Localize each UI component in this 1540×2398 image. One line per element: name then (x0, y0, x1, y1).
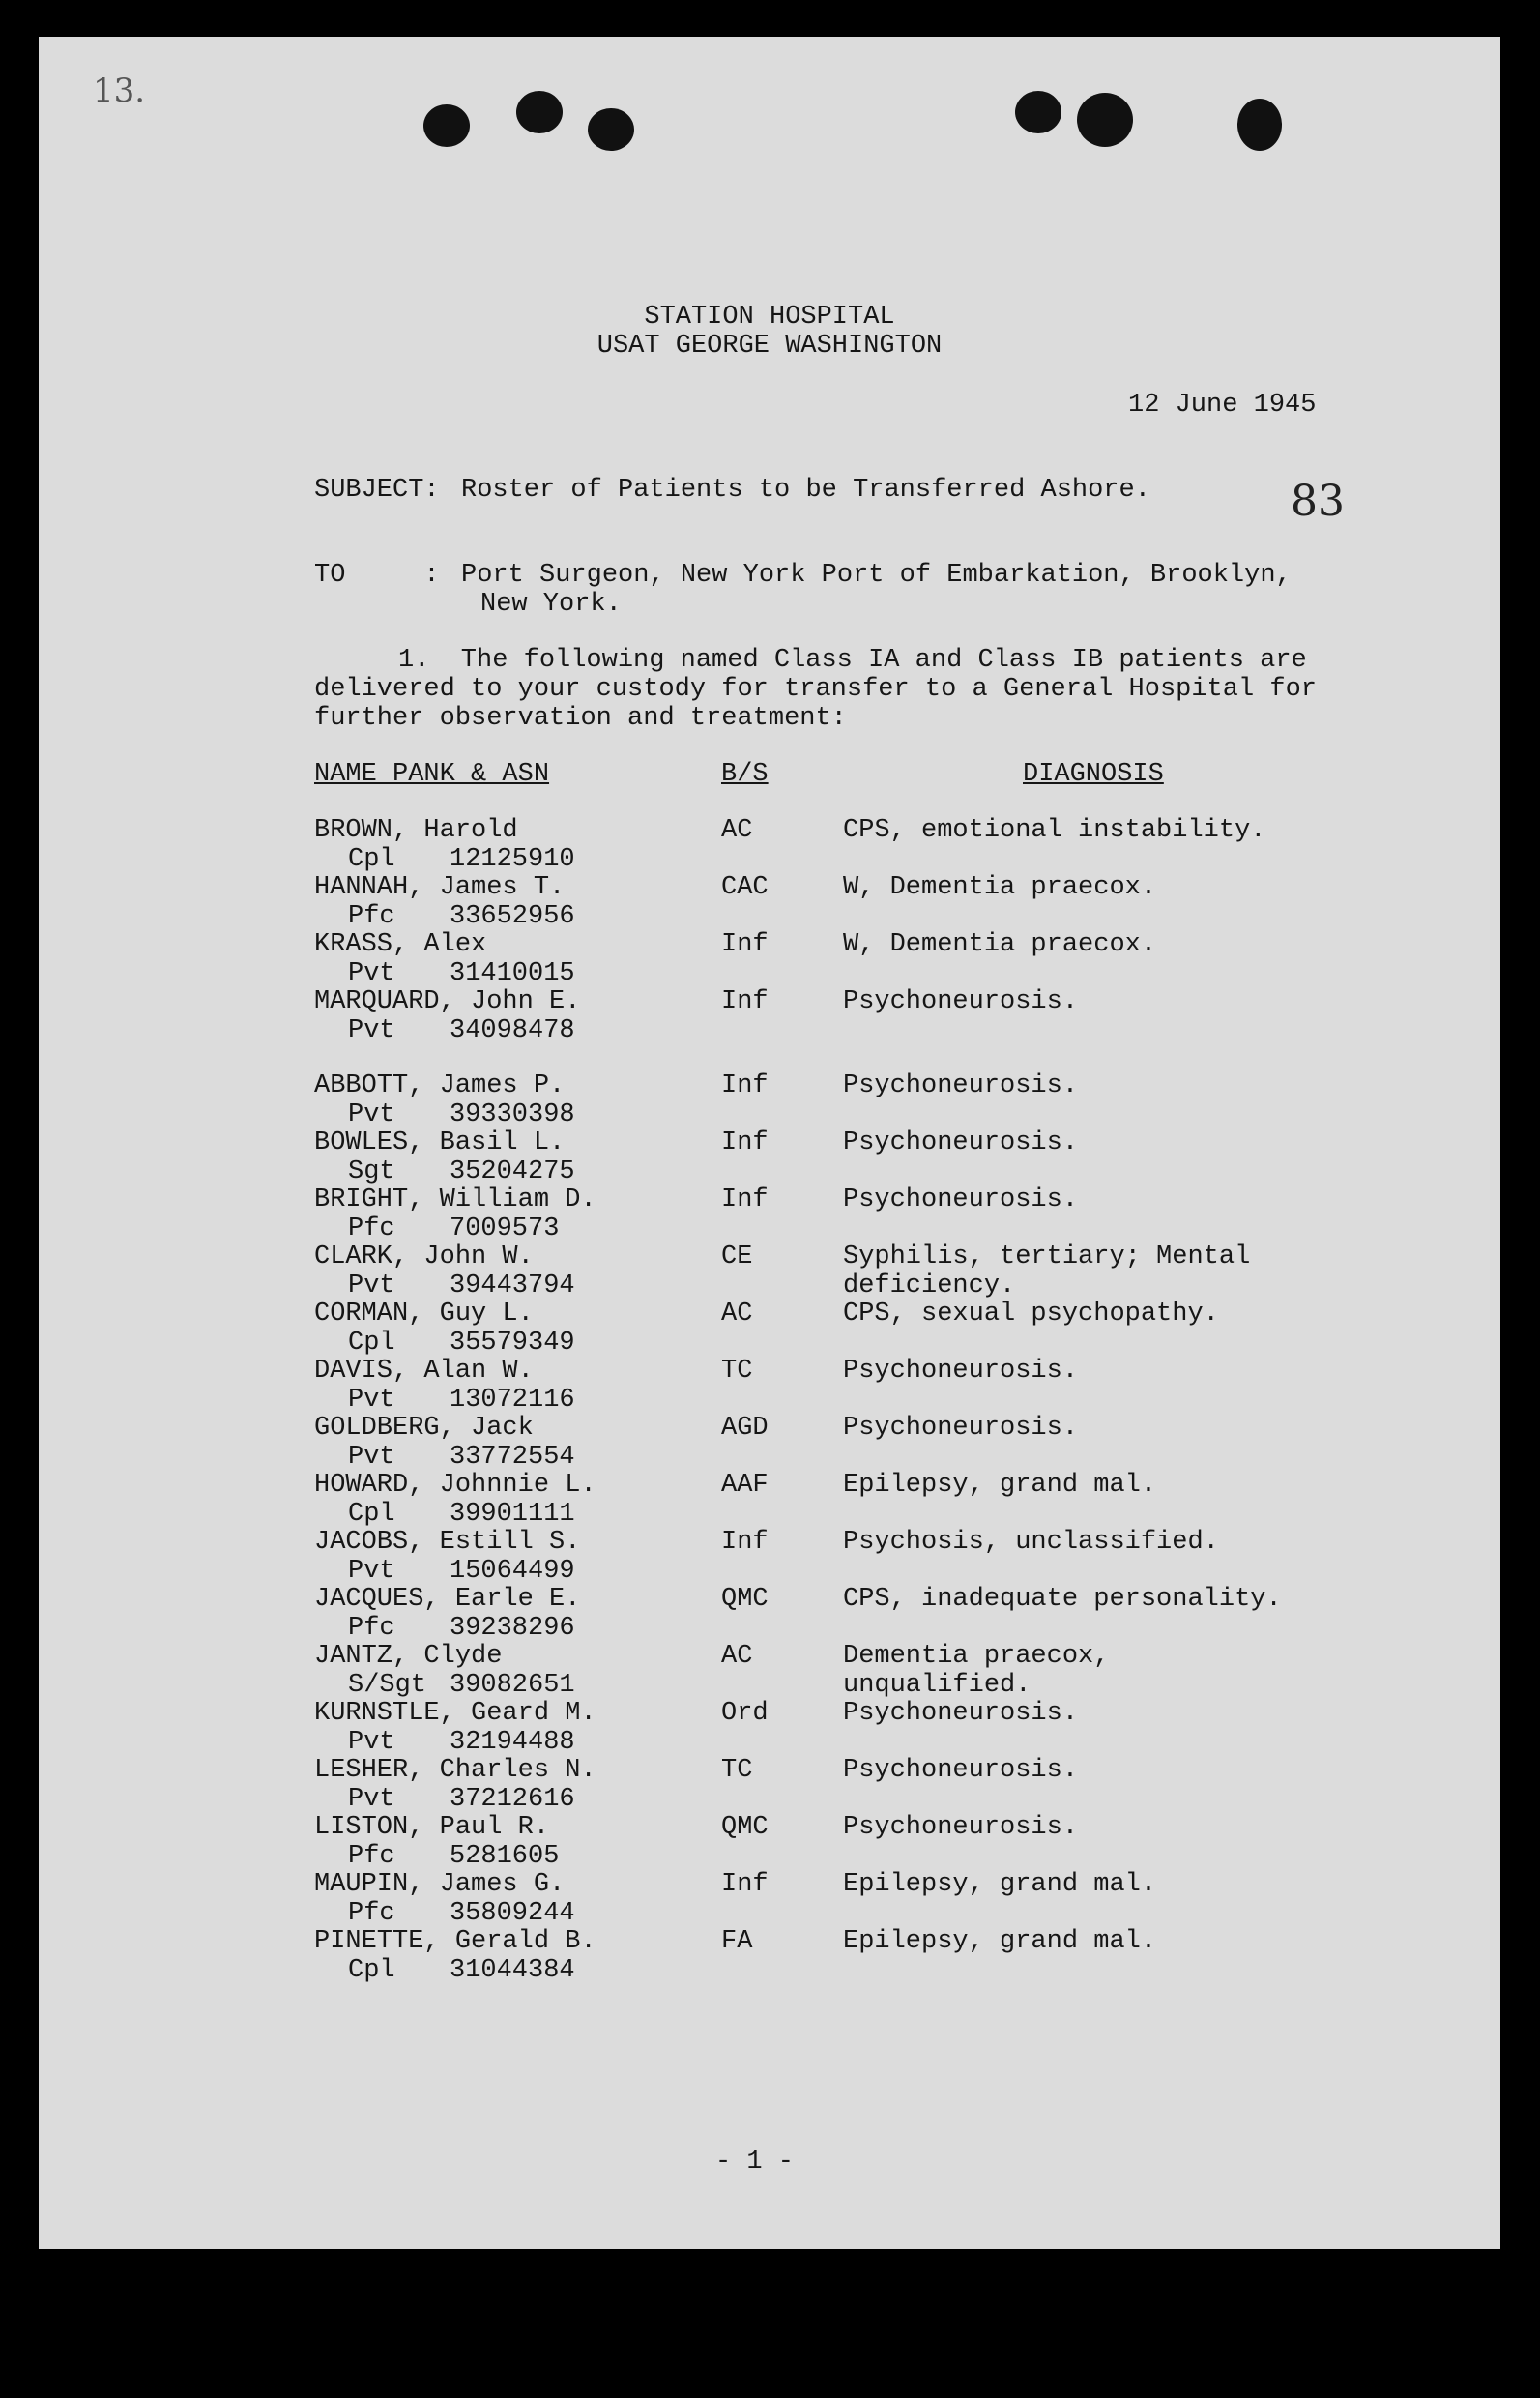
patient-asn: 39330398 (450, 1100, 575, 1129)
patient-asn: 35579349 (450, 1329, 575, 1358)
patient-branch: Inf (721, 1071, 769, 1100)
patient-branch: TC (721, 1756, 753, 1785)
punch-hole (588, 108, 634, 151)
table-row (39, 1927, 1500, 1985)
patient-name: JACQUES, Earle E. (314, 1585, 581, 1614)
patient-branch: CAC (721, 873, 769, 902)
table-row (39, 1585, 1500, 1643)
patient-rank: Pvt (348, 1272, 395, 1301)
patient-asn: 31410015 (450, 959, 575, 988)
patient-branch: Inf (721, 987, 769, 1016)
patient-asn: 33652956 (450, 902, 575, 931)
table-row (39, 1870, 1500, 1928)
table-row (39, 930, 1500, 988)
patient-rank: Pfc (348, 902, 395, 931)
patient-rank: Cpl (348, 1500, 395, 1529)
patient-rank: Pvt (348, 1785, 395, 1814)
patient-rank: Pfc (348, 1842, 395, 1871)
patient-asn: 5281605 (450, 1842, 560, 1871)
punch-hole (423, 104, 470, 147)
letterhead-line-2: USAT GEORGE WASHINGTON (596, 332, 943, 361)
patient-diagnosis: CPS, sexual psychopathy. (843, 1300, 1219, 1329)
table-row (39, 1756, 1500, 1814)
patient-diagnosis: Psychoneurosis. (843, 1357, 1079, 1386)
column-header-name: NAME PANK & ASN (314, 760, 550, 789)
table-row (39, 1300, 1500, 1358)
patient-diagnosis: Psychoneurosis. (843, 1699, 1079, 1728)
patient-rank: Cpl (348, 845, 395, 874)
patient-branch: QMC (721, 1813, 769, 1842)
patient-branch: AC (721, 1300, 753, 1329)
patient-diagnosis: Psychoneurosis. (843, 1414, 1079, 1443)
patient-rank: Pvt (348, 1728, 395, 1757)
patient-diagnosis: Epilepsy, grand mal. (843, 1870, 1157, 1899)
patient-name: KURNSTLE, Geard M. (314, 1699, 596, 1728)
patient-diagnosis: Psychoneurosis. (843, 1071, 1079, 1100)
patient-asn: 34098478 (450, 1016, 575, 1045)
table-row (39, 1071, 1500, 1129)
table-row (39, 1528, 1500, 1586)
patient-asn: 33772554 (450, 1443, 575, 1472)
patient-name: BROWN, Harold (314, 816, 518, 845)
patient-diagnosis: Dementia praecox, unqualified. (843, 1642, 1110, 1700)
column-header-bs: B/S (721, 760, 769, 789)
patient-branch: AC (721, 1642, 753, 1671)
to-line-1: Port Surgeon, New York Port of Embarkation, Brooklyn, (461, 561, 1292, 590)
patient-rank: S/Sgt (348, 1671, 427, 1700)
paragraph-line-1: 1. The following named Class IA and Class IB patients are (398, 646, 1307, 675)
letterhead-line-1: STATION HOSPITAL (644, 303, 895, 332)
subject-text: Roster of Patients to be Transferred Ashore. (461, 476, 1150, 505)
patient-diagnosis: Psychoneurosis. (843, 987, 1079, 1016)
patient-name: JANTZ, Clyde (314, 1642, 503, 1671)
patient-asn: 32194488 (450, 1728, 575, 1757)
document-page (39, 37, 1500, 2249)
patient-branch: Inf (721, 1128, 769, 1157)
patient-asn: 39443794 (450, 1272, 575, 1301)
patient-name: KRASS, Alex (314, 930, 487, 959)
punch-hole (1237, 99, 1282, 151)
table-row (39, 1414, 1500, 1472)
to-label: TO : (314, 561, 440, 590)
patient-diagnosis: W, Dementia praecox. (843, 930, 1157, 959)
patient-rank: Cpl (348, 1956, 395, 1985)
patient-branch: AAF (721, 1471, 769, 1500)
patient-rank: Pvt (348, 1557, 395, 1586)
patient-diagnosis: CPS, inadequate personality. (843, 1585, 1282, 1614)
punch-hole (1015, 91, 1061, 133)
corner-mark: 13. (93, 72, 146, 110)
table-row (39, 816, 1500, 874)
patient-diagnosis: Syphilis, tertiary; Mental deficiency. (843, 1243, 1251, 1301)
page-number: - 1 - (715, 2148, 795, 2177)
column-header-diagnosis: DIAGNOSIS (1023, 760, 1164, 789)
patient-name: HANNAH, James T. (314, 873, 566, 902)
patient-asn: 13072116 (450, 1386, 575, 1415)
patient-diagnosis: W, Dementia praecox. (843, 873, 1157, 902)
patient-name: GOLDBERG, Jack (314, 1414, 534, 1443)
patient-asn: 39901111 (450, 1500, 575, 1529)
to-line-2: New York. (480, 590, 622, 619)
patient-name: MAUPIN, James G. (314, 1870, 566, 1899)
table-row (39, 873, 1500, 931)
table-row (39, 1813, 1500, 1871)
patient-rank: Pvt (348, 1443, 395, 1472)
patient-branch: TC (721, 1357, 753, 1386)
patient-rank: Pvt (348, 1386, 395, 1415)
patient-name: LESHER, Charles N. (314, 1756, 596, 1785)
patient-diagnosis: Psychosis, unclassified. (843, 1528, 1219, 1557)
patient-name: BOWLES, Basil L. (314, 1128, 566, 1157)
table-row (39, 1642, 1500, 1700)
patient-rank: Pvt (348, 1016, 395, 1045)
patient-rank: Pvt (348, 959, 395, 988)
patient-diagnosis: Psychoneurosis. (843, 1813, 1079, 1842)
table-row (39, 1128, 1500, 1186)
table-row (39, 987, 1500, 1045)
patient-asn: 7009573 (450, 1214, 560, 1243)
paragraph-line-2: delivered to your custody for transfer to a General Hospital for (314, 675, 1317, 704)
patient-name: PINETTE, Gerald B. (314, 1927, 596, 1956)
patient-name: JACOBS, Estill S. (314, 1528, 581, 1557)
patient-asn: 12125910 (450, 845, 575, 874)
patient-name: DAVIS, Alan W. (314, 1357, 534, 1386)
patient-asn: 37212616 (450, 1785, 575, 1814)
patient-branch: Inf (721, 930, 769, 959)
patient-branch: FA (721, 1927, 753, 1956)
patient-branch: Inf (721, 1528, 769, 1557)
table-row (39, 1471, 1500, 1529)
patient-branch: QMC (721, 1585, 769, 1614)
patient-diagnosis: Psychoneurosis. (843, 1185, 1079, 1214)
patient-rank: Pvt (348, 1100, 395, 1129)
punch-hole (516, 91, 563, 133)
handwritten-number: 83 (1291, 477, 1345, 526)
patient-rank: Pfc (348, 1214, 395, 1243)
patient-name: CORMAN, Guy L. (314, 1300, 534, 1329)
document-date: 12 June 1945 (1128, 391, 1317, 420)
patient-branch: Ord (721, 1699, 769, 1728)
table-row (39, 1243, 1500, 1301)
patient-rank: Sgt (348, 1157, 395, 1186)
patient-diagnosis: Psychoneurosis. (843, 1756, 1079, 1785)
patient-rank: Pfc (348, 1614, 395, 1643)
patient-branch: CE (721, 1243, 753, 1272)
patient-rank: Cpl (348, 1329, 395, 1358)
patient-rank: Pfc (348, 1899, 395, 1928)
patient-asn: 15064499 (450, 1557, 575, 1586)
table-row (39, 1699, 1500, 1757)
patient-branch: AC (721, 816, 753, 845)
patient-branch: AGD (721, 1414, 769, 1443)
table-row (39, 1357, 1500, 1415)
patient-branch: Inf (721, 1185, 769, 1214)
patient-diagnosis: Psychoneurosis. (843, 1128, 1079, 1157)
patient-diagnosis: CPS, emotional instability. (843, 816, 1266, 845)
patient-asn: 35809244 (450, 1899, 575, 1928)
paragraph-line-3: further observation and treatment: (314, 704, 847, 733)
patient-diagnosis: Epilepsy, grand mal. (843, 1471, 1157, 1500)
patient-name: HOWARD, Johnnie L. (314, 1471, 596, 1500)
patient-asn: 31044384 (450, 1956, 575, 1985)
punch-hole (1077, 93, 1133, 147)
patient-name: BRIGHT, William D. (314, 1185, 596, 1214)
patient-name: ABBOTT, James P. (314, 1071, 566, 1100)
subject-label: SUBJECT: (314, 476, 440, 505)
patient-name: LISTON, Paul R. (314, 1813, 550, 1842)
patient-diagnosis: Epilepsy, grand mal. (843, 1927, 1157, 1956)
patient-asn: 39082651 (450, 1671, 575, 1700)
patient-branch: Inf (721, 1870, 769, 1899)
table-row (39, 1185, 1500, 1243)
patient-name: CLARK, John W. (314, 1243, 534, 1272)
patient-asn: 39238296 (450, 1614, 575, 1643)
patient-asn: 35204275 (450, 1157, 575, 1186)
patient-name: MARQUARD, John E. (314, 987, 581, 1016)
